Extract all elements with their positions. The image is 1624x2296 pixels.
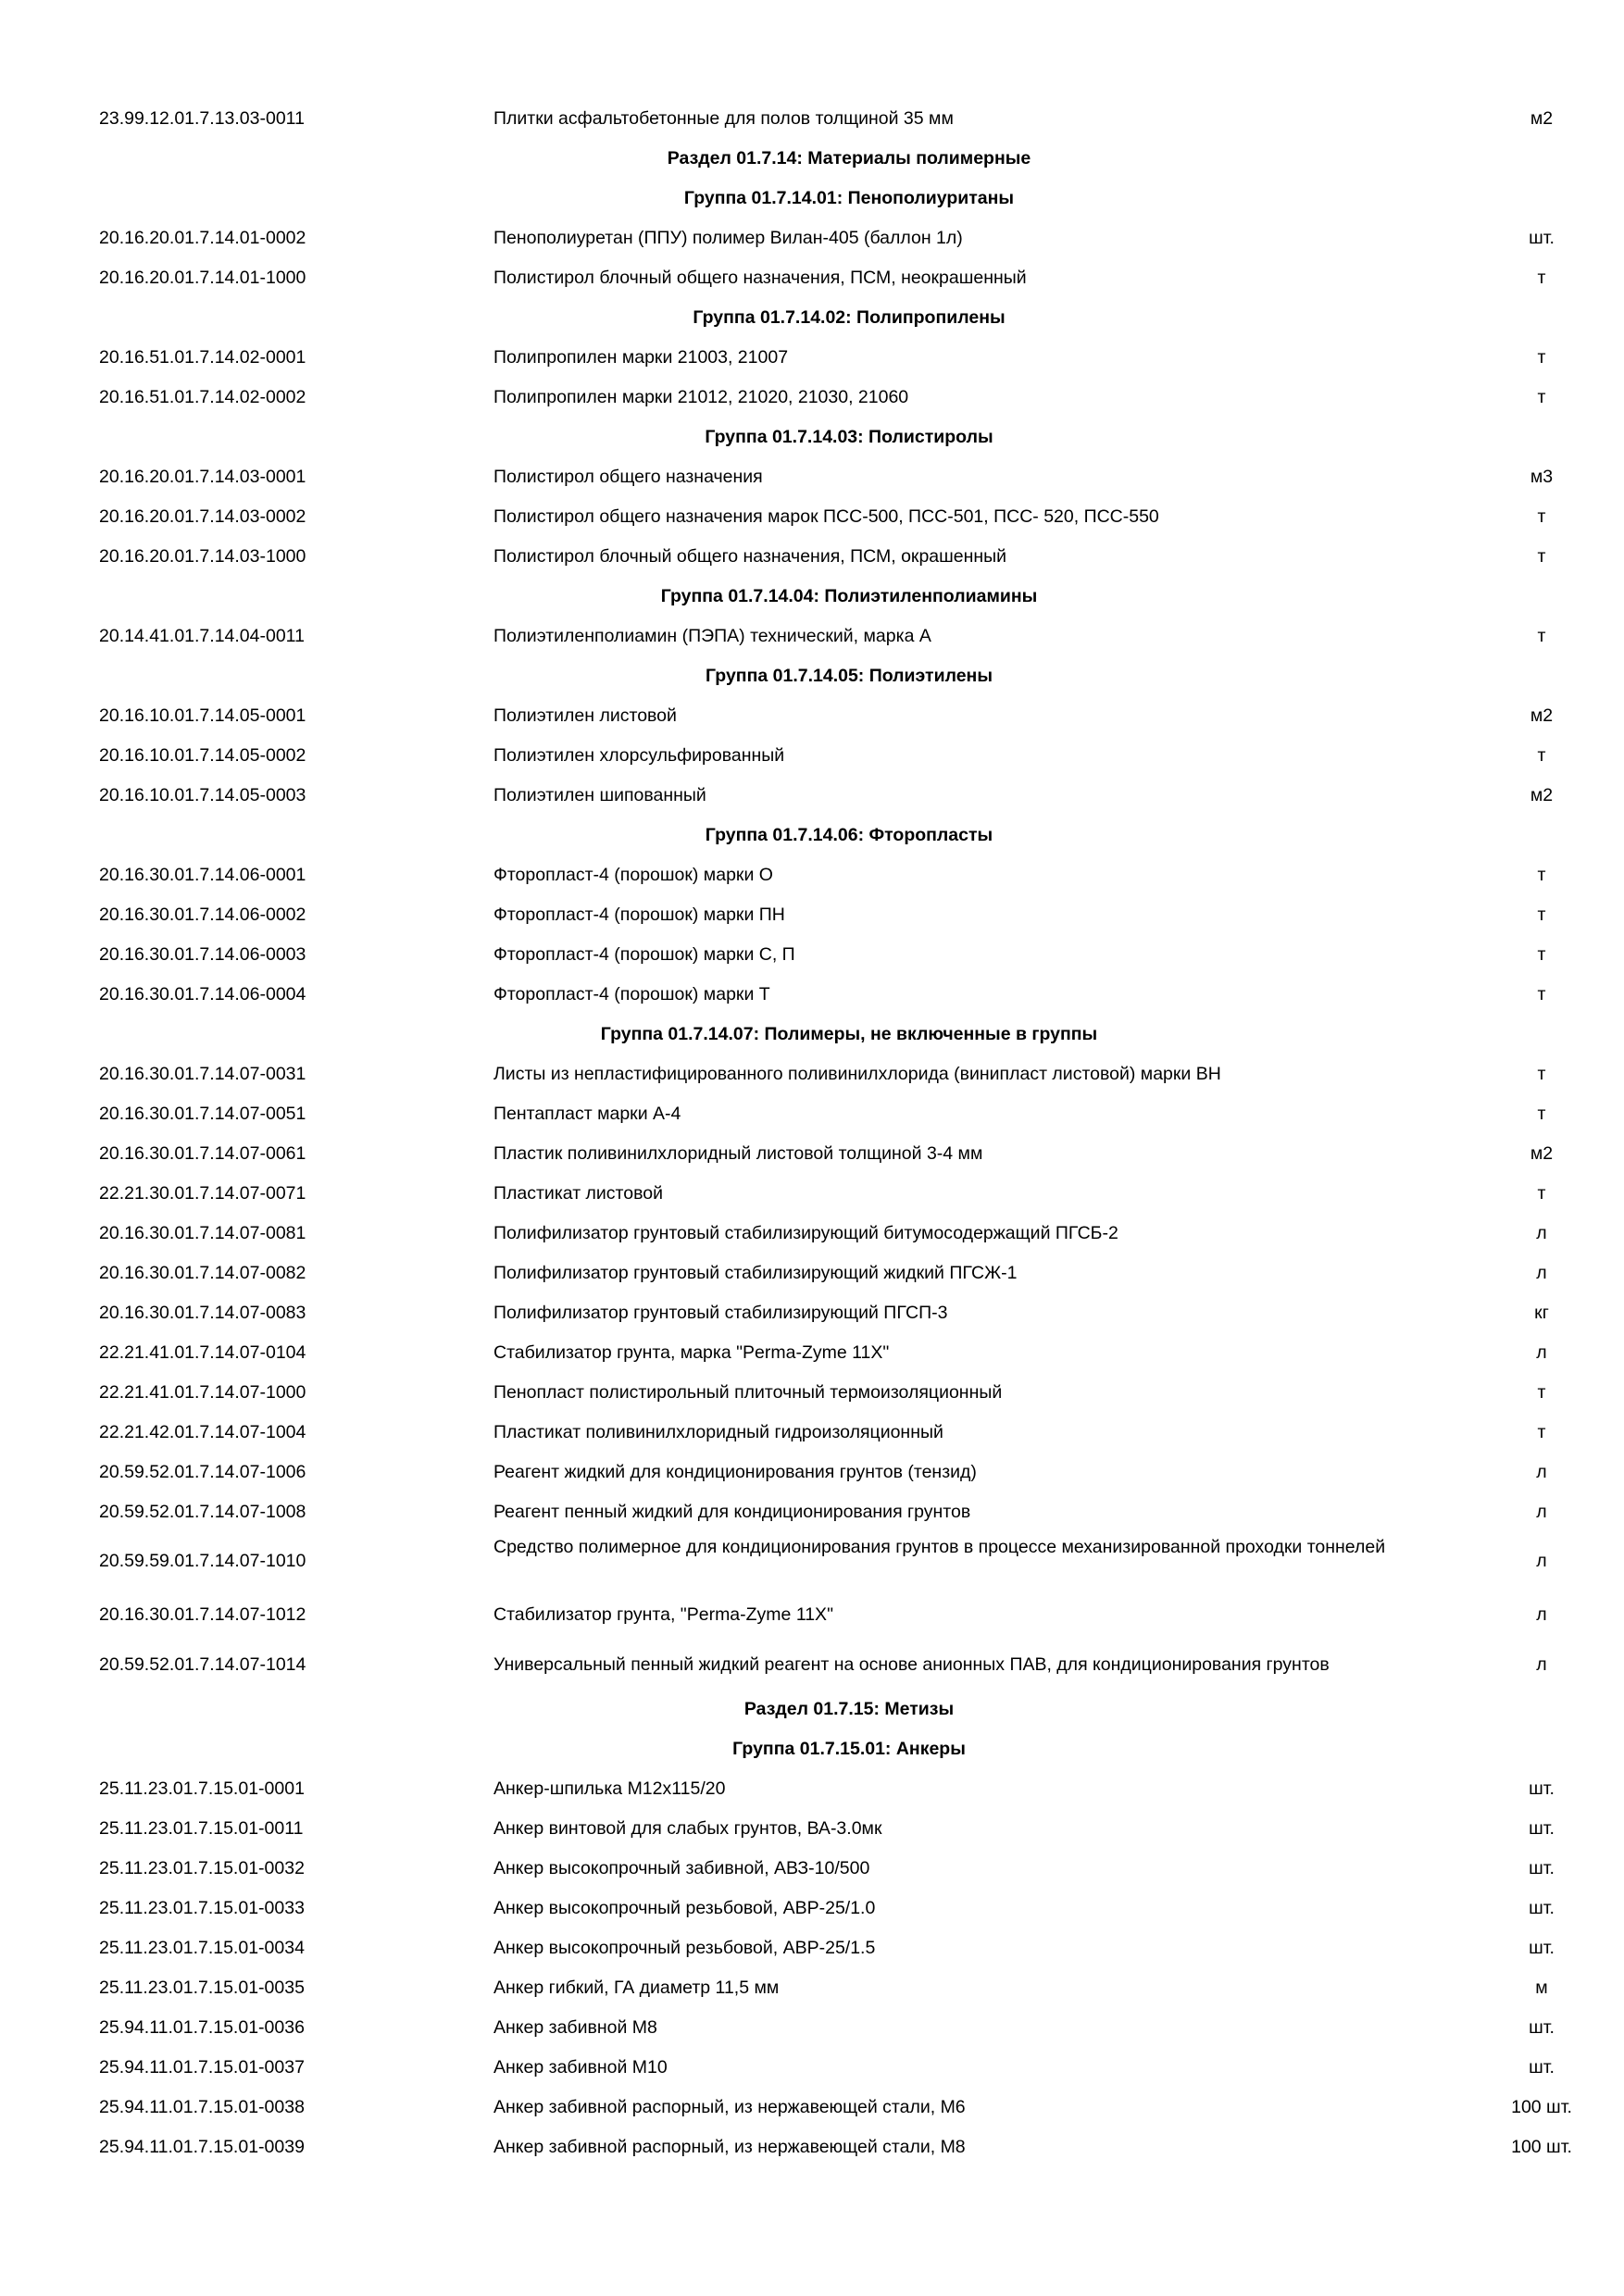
row-code: 22.21.30.01.7.14.07-0071 <box>99 1183 306 1204</box>
row-code: 25.11.23.01.7.15.01-0001 <box>99 1778 305 1799</box>
row-unit: т <box>1537 1382 1546 1403</box>
row-unit: л <box>1536 1342 1547 1363</box>
table-row <box>0 1640 1624 1690</box>
row-name: Универсальный пенный жидкий реагент на основе анионных ПАВ, для кондиционирования грунтов <box>493 1654 1330 1675</box>
row-unit: л <box>1536 1551 1547 1571</box>
row-unit: м2 <box>1530 785 1554 805</box>
row-code: 20.16.30.01.7.14.06-0004 <box>99 984 306 1004</box>
table-row <box>0 457 1624 497</box>
row-code: 20.59.52.01.7.14.07-1008 <box>99 1502 306 1522</box>
table-row <box>0 1769 1624 1809</box>
group-heading: Группа 01.7.14.02: Полипропилены <box>693 307 1006 328</box>
table-row <box>0 1134 1624 1174</box>
row-name: Полистирол блочный общего назначения, ПСМ, окрашенный <box>493 546 1007 567</box>
row-code: 20.16.30.01.7.14.07-0081 <box>99 1223 306 1243</box>
row-name: Пластик поливинилхлоридный листовой толщиной 3-4 мм <box>493 1143 983 1164</box>
row-name: Листы из непластифицированного поливинилхлорида (винипласт листовой) марки ВН <box>493 1064 1221 1084</box>
row-code: 22.21.41.01.7.14.07-0104 <box>99 1342 306 1363</box>
table-row <box>0 338 1624 378</box>
row-unit: шт. <box>1529 1898 1555 1918</box>
row-code: 20.16.30.01.7.14.07-0083 <box>99 1303 306 1323</box>
row-code: 20.16.20.01.7.14.03-1000 <box>99 546 306 567</box>
row-code: 20.16.20.01.7.14.01-1000 <box>99 268 306 288</box>
row-unit: л <box>1536 1502 1547 1522</box>
table-row <box>0 2008 1624 2048</box>
row-code: 22.21.41.01.7.14.07-1000 <box>99 1382 306 1403</box>
table-row <box>0 1174 1624 1214</box>
group-heading: Группа 01.7.14.04: Полиэтиленполиамины <box>660 586 1038 606</box>
table-row <box>0 1849 1624 1889</box>
row-unit: т <box>1537 347 1546 368</box>
table-row <box>0 736 1624 776</box>
table-row <box>0 1889 1624 1928</box>
row-code: 25.94.11.01.7.15.01-0037 <box>99 2057 305 2078</box>
row-code: 20.16.20.01.7.14.01-0002 <box>99 228 306 248</box>
row-code: 20.16.30.01.7.14.07-1012 <box>99 1604 306 1625</box>
row-code: 22.21.42.01.7.14.07-1004 <box>99 1422 306 1442</box>
row-name: Анкер винтовой для слабых грунтов, ВА-3.0мк <box>493 1818 882 1839</box>
row-name: Анкер забивной распорный, из нержавеющей стали, М6 <box>493 2097 966 2117</box>
row-code: 25.94.11.01.7.15.01-0038 <box>99 2097 305 2117</box>
table-row <box>0 2048 1624 2088</box>
group-heading: Группа 01.7.15.01: Анкеры <box>732 1739 966 1759</box>
row-name: Полиэтилен шипованный <box>493 785 706 805</box>
row-name: Плитки асфальтобетонные для полов толщиной 35 мм <box>493 108 954 129</box>
row-name: Полиэтилен хлорсульфированный <box>493 745 785 766</box>
row-code: 20.16.30.01.7.14.06-0001 <box>99 865 306 885</box>
row-name: Реагент жидкий для кондиционирования грунтов (тензид) <box>493 1462 977 1482</box>
row-name: Пластикат листовой <box>493 1183 663 1204</box>
row-name: Средство полимерное для кондиционирования грунтов в процессе механизированной проходки тоннелей <box>493 1537 1386 1557</box>
row-unit: шт. <box>1529 2017 1555 2038</box>
table-row <box>0 975 1624 1015</box>
row-name: Пенополиуретан (ППУ) полимер Вилан-405 (баллон 1л) <box>493 228 963 248</box>
table-row <box>0 537 1624 577</box>
row-name: Фторопласт-4 (порошок) марки Т <box>493 984 770 1004</box>
row-unit: шт. <box>1529 228 1555 248</box>
row-code: 20.16.51.01.7.14.02-0002 <box>99 387 306 407</box>
row-name: Полифилизатор грунтовый стабилизирующий битумосодержащий ПГСБ-2 <box>493 1223 1118 1243</box>
row-unit: л <box>1536 1263 1547 1283</box>
row-unit: кг <box>1534 1303 1549 1323</box>
group-heading: Группа 01.7.14.07: Полимеры, не включенные в группы <box>600 1024 1098 1044</box>
table-row <box>0 696 1624 736</box>
table-row <box>0 1453 1624 1492</box>
row-unit: т <box>1537 865 1546 885</box>
row-name: Стабилизатор грунта, "Perma-Zyme 11X" <box>493 1604 833 1625</box>
table-row <box>0 1492 1624 1532</box>
row-unit: т <box>1537 1064 1546 1084</box>
row-name: Реагент пенный жидкий для кондиционирования грунтов <box>493 1502 971 1522</box>
row-unit: т <box>1537 905 1546 925</box>
group-heading: Группа 01.7.14.01: Пенополиуританы <box>683 188 1015 208</box>
group-heading: Группа 01.7.14.05: Полиэтилены <box>706 666 993 686</box>
row-code: 20.16.30.01.7.14.06-0002 <box>99 905 306 925</box>
row-name: Анкер высокопрочный резьбовой, АВР-25/1.0 <box>493 1898 876 1918</box>
row-unit: т <box>1537 1422 1546 1442</box>
row-code: 25.11.23.01.7.15.01-0032 <box>99 1858 305 1878</box>
row-name: Фторопласт-4 (порошок) марки С, П <box>493 944 795 965</box>
table-row <box>0 258 1624 298</box>
row-unit: шт. <box>1529 1938 1555 1958</box>
row-code: 25.94.11.01.7.15.01-0039 <box>99 2137 305 2157</box>
table-row <box>0 1214 1624 1254</box>
row-name: Пластикат поливинилхлоридный гидроизоляционный <box>493 1422 943 1442</box>
table-row <box>0 99 1624 139</box>
row-code: 20.16.10.01.7.14.05-0002 <box>99 745 306 766</box>
section-heading: Раздел 01.7.14: Материалы полимерные <box>667 148 1031 168</box>
row-code: 20.16.51.01.7.14.02-0001 <box>99 347 306 368</box>
row-name: Полиэтилен листовой <box>493 705 677 726</box>
row-name: Пентапласт марки А-4 <box>493 1104 681 1124</box>
row-unit: т <box>1537 506 1546 527</box>
table-row <box>0 1054 1624 1094</box>
row-name: Анкер-шпилька М12х115/20 <box>493 1778 726 1799</box>
row-name: Полистирол общего назначения <box>493 467 763 487</box>
row-name: Анкер забивной распорный, из нержавеющей стали, М8 <box>493 2137 966 2157</box>
row-unit: т <box>1537 1104 1546 1124</box>
table-row <box>0 617 1624 656</box>
group-heading: Группа 01.7.14.03: Полистиролы <box>705 427 993 447</box>
table-row <box>0 855 1624 895</box>
row-unit: м2 <box>1530 108 1554 129</box>
row-unit: л <box>1536 1604 1547 1625</box>
table-row <box>0 1809 1624 1849</box>
row-name: Полифилизатор грунтовый стабилизирующий ПГСП-3 <box>493 1303 948 1323</box>
row-code: 20.16.20.01.7.14.03-0002 <box>99 506 306 527</box>
row-unit: т <box>1537 1183 1546 1204</box>
row-code: 20.16.30.01.7.14.07-0051 <box>99 1104 306 1124</box>
row-unit: м <box>1535 1978 1548 1998</box>
row-code: 20.16.30.01.7.14.07-0061 <box>99 1143 306 1164</box>
table-row <box>0 935 1624 975</box>
row-name: Фторопласт-4 (порошок) марки ПН <box>493 905 785 925</box>
row-unit: л <box>1536 1462 1547 1482</box>
row-name: Анкер высокопрочный забивной, АВЗ-10/500 <box>493 1858 870 1878</box>
row-unit: л <box>1536 1654 1547 1675</box>
row-code: 20.59.52.01.7.14.07-1014 <box>99 1654 306 1675</box>
row-unit: 100 шт. <box>1511 2137 1572 2157</box>
table-row <box>0 1333 1624 1373</box>
row-unit: м3 <box>1530 467 1554 487</box>
table-row <box>0 1254 1624 1293</box>
row-unit: т <box>1537 984 1546 1004</box>
section-heading: Раздел 01.7.15: Метизы <box>743 1699 955 1719</box>
table-row <box>0 2128 1624 2167</box>
row-unit: л <box>1536 1223 1547 1243</box>
row-code: 25.11.23.01.7.15.01-0035 <box>99 1978 305 1998</box>
row-code: 20.16.10.01.7.14.05-0003 <box>99 785 306 805</box>
row-name: Полистирол блочный общего назначения, ПСМ, неокрашенный <box>493 268 1027 288</box>
row-unit: т <box>1537 626 1546 646</box>
row-code: 20.59.59.01.7.14.07-1010 <box>99 1551 306 1571</box>
row-name: Анкер забивной М8 <box>493 2017 657 2038</box>
group-heading: Группа 01.7.14.06: Фторопласты <box>705 825 993 845</box>
table-row <box>0 1928 1624 1968</box>
row-code: 20.16.20.01.7.14.03-0001 <box>99 467 306 487</box>
row-unit: т <box>1537 546 1546 567</box>
table-row <box>0 2088 1624 2128</box>
row-name: Анкер гибкий, ГА диаметр 11,5 мм <box>493 1978 780 1998</box>
row-unit: т <box>1537 745 1546 766</box>
table-row <box>0 378 1624 418</box>
table-row <box>0 1968 1624 2008</box>
table-row <box>0 1094 1624 1134</box>
row-unit: м2 <box>1530 1143 1554 1164</box>
row-code: 20.14.41.01.7.14.04-0011 <box>99 626 305 646</box>
row-code: 20.59.52.01.7.14.07-1006 <box>99 1462 306 1482</box>
table-row <box>0 776 1624 816</box>
row-code: 20.16.30.01.7.14.07-0031 <box>99 1064 306 1084</box>
row-name: Полифилизатор грунтовый стабилизирующий жидкий ПГСЖ-1 <box>493 1263 1018 1283</box>
row-code: 25.11.23.01.7.15.01-0033 <box>99 1898 305 1918</box>
row-name: Анкер забивной М10 <box>493 2057 668 2078</box>
row-name: Пенопласт полистирольный плиточный термоизоляционный <box>493 1382 1003 1403</box>
row-name: Полипропилен марки 21012, 21020, 21030, 21060 <box>493 387 909 407</box>
resource-classifier-table <box>0 99 1624 2167</box>
row-unit: шт. <box>1529 2057 1555 2078</box>
row-unit: шт. <box>1529 1818 1555 1839</box>
row-name: Полистирол общего назначения марок ПСС-500, ПСС-501, ПСС- 520, ПСС-550 <box>493 506 1159 527</box>
row-name: Анкер высокопрочный резьбовой, АВР-25/1.5 <box>493 1938 876 1958</box>
table-row <box>0 1413 1624 1453</box>
row-code: 25.94.11.01.7.15.01-0036 <box>99 2017 305 2038</box>
table-row <box>0 497 1624 537</box>
row-code: 23.99.12.01.7.13.03-0011 <box>99 108 305 129</box>
row-code: 25.11.23.01.7.15.01-0034 <box>99 1938 305 1958</box>
table-row <box>0 895 1624 935</box>
row-code: 20.16.30.01.7.14.06-0003 <box>99 944 306 965</box>
table-row <box>0 1590 1624 1640</box>
row-unit: т <box>1537 387 1546 407</box>
row-unit: 100 шт. <box>1511 2097 1572 2117</box>
row-unit: т <box>1537 944 1546 965</box>
row-name: Полиэтиленполиамин (ПЭПА) технический, марка А <box>493 626 931 646</box>
table-row <box>0 218 1624 258</box>
row-name: Фторопласт-4 (порошок) марки О <box>493 865 773 885</box>
row-unit: м2 <box>1530 705 1554 726</box>
row-code: 25.11.23.01.7.15.01-0011 <box>99 1818 304 1839</box>
table-row <box>0 1373 1624 1413</box>
row-unit: шт. <box>1529 1778 1555 1799</box>
row-name: Стабилизатор грунта, марка "Perma-Zyme 11X" <box>493 1342 890 1363</box>
table-row <box>0 1293 1624 1333</box>
row-unit: шт. <box>1529 1858 1555 1878</box>
row-code: 20.16.10.01.7.14.05-0001 <box>99 705 306 726</box>
table-row <box>0 1532 1624 1590</box>
row-unit: т <box>1537 268 1546 288</box>
row-name: Полипропилен марки 21003, 21007 <box>493 347 789 368</box>
row-code: 20.16.30.01.7.14.07-0082 <box>99 1263 306 1283</box>
